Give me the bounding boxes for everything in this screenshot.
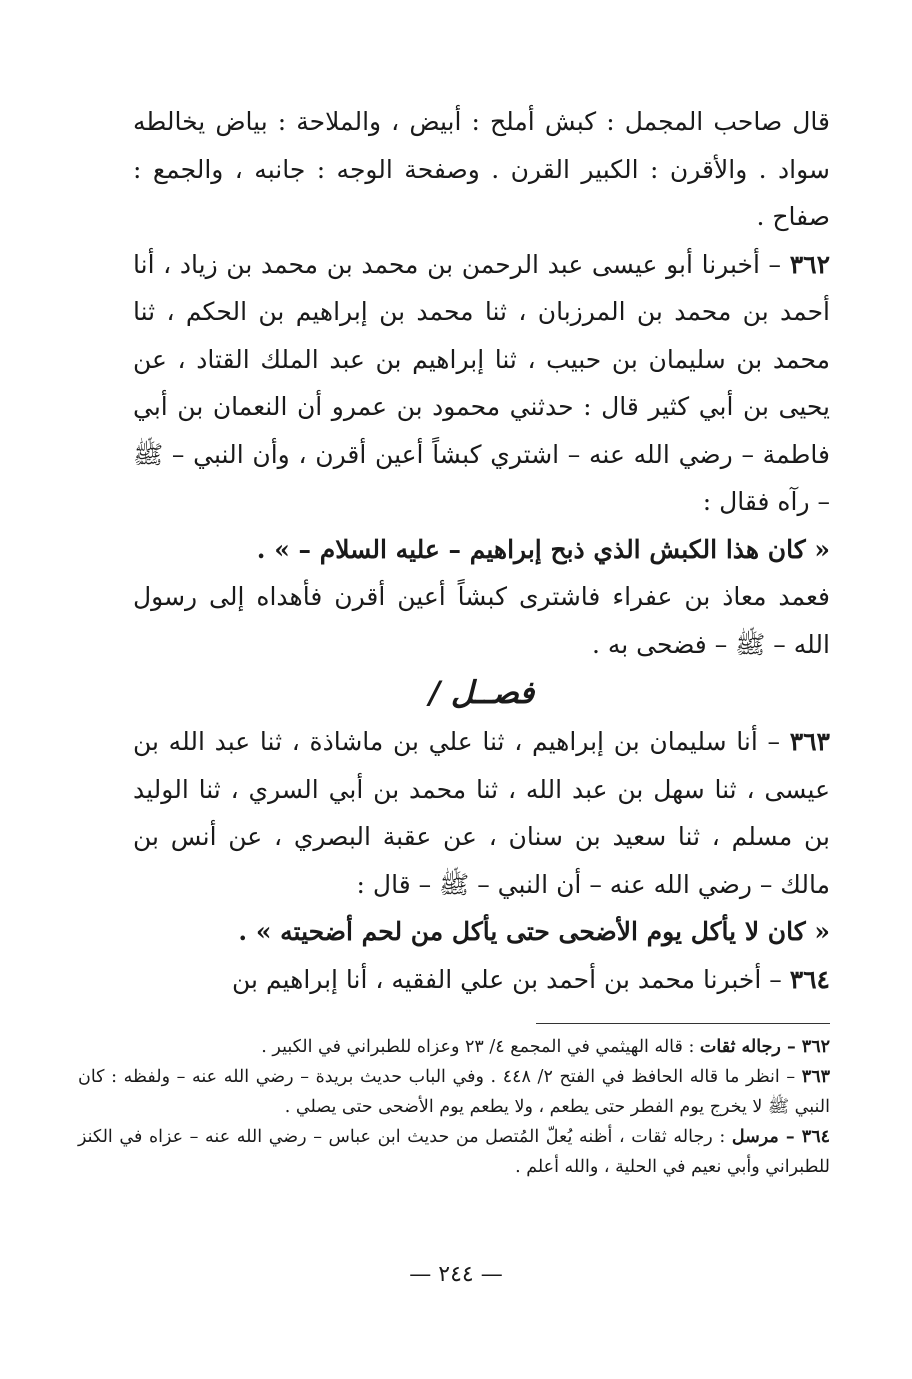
footnote <box>78 1122 830 1182</box>
hadith-number: ٣٦٣ <box>789 727 830 756</box>
section-heading: فصــل / <box>428 675 535 711</box>
footnote-label: ٣٦٢ – رجاله ثقات <box>699 1037 830 1057</box>
footnote-label: ٣٦٤ – مرسل <box>731 1127 830 1147</box>
page-number: — ٢٤٤ — <box>409 1262 503 1287</box>
hadith-text: – أنا سليمان بن إبراهيم ، ثنا علي بن ماشاذة ، ثنا عبد الله بن عيسى ، ثنا سهل بن عبد الله ، ثنا محمد بن أبي السري ، ثنا الوليد بن مسلم ، ثنا سعيد بن سنان ، عن عقبة البصري ، عن أنس بن مالك – رضي الله عنه – أن النبي – ﷺ – قال : <box>133 727 830 899</box>
footnotes <box>78 1032 830 1182</box>
hadith-364 <box>133 956 830 1004</box>
hadith-quote: « كان هذا الكبش الذي ذبح إبراهيم – عليه السلام – » . <box>256 534 830 564</box>
hadith-text: – أخبرنا محمد بن أحمد بن علي الفقيه ، أنا إبراهيم بن <box>232 964 782 994</box>
hadith-number: ٣٦٤ <box>789 964 830 994</box>
hadith-quote: « كان لا يأكل يوم الأضحى حتى يأكل من لحم أضحيته » . <box>238 917 830 946</box>
hadith-text: – أخبرنا أبو عيسى عبد الرحمن بن محمد بن محمد بن زياد ، أنا أحمد بن محمد بن المرزبان ، ثنا محمد بن إبراهيم بن الحكم ، ثنا محمد بن سليمان بن حبيب ، ثنا إبراهيم بن عبد الملك القتاد ، عن يحيى بن أبي كثير قال : حدثني محمود بن عمرو أن النعمان بن أبي فاطمة – رضي الله عنه – اشتري كبشاً أعين أقرن ، وأن النبي – ﷺ – رآه فقال : <box>133 249 830 516</box>
footnote <box>78 1032 830 1062</box>
footnote-divider <box>536 1023 830 1024</box>
hadith-362 <box>133 241 830 526</box>
hadith-number: ٣٦٢ <box>789 249 831 279</box>
footnote-text: : قاله الهيثمي في المجمع ٤/ ٢٣ وعزاه للطبراني في الكبير . <box>261 1037 695 1057</box>
footnote-text: – انظر ما قاله الحافظ في الفتح ٢/ ٤٤٨ . وفي الباب حديث بريدة – رضي الله عنه – ولفظه : كان النبي ﷺ لا يخرج يوم الفطر حتى يطعم ، ولا يطعم يوم الأضحى حتى يصلي . <box>78 1067 830 1117</box>
footnote-text: : رجاله ثقات ، أظنه يُعلّ المُتصل من حديث ابن عباس – رضي الله عنه – عزاه في الكنز للطبراني وأبي نعيم في الحلية ، والله أعلم . <box>78 1127 830 1177</box>
footnote <box>78 1062 830 1122</box>
main-text <box>133 98 830 1003</box>
footnote-label: ٣٦٣ <box>801 1067 830 1087</box>
intro-paragraph: قال صاحب المجمل : كبش أملح : أبيض ، والملاحة : بياض يخالطه سواد . والأقرن : الكبير القرن . وصفحة الوجه : جانبه ، والجمع : صفاح . <box>133 107 830 231</box>
hadith-363 <box>133 718 830 908</box>
hadith-continuation: فعمد معاذ بن عفراء فاشترى كبشاً أعين أقرن فأهداه إلى رسول الله – ﷺ – فضحى به . <box>133 582 830 659</box>
